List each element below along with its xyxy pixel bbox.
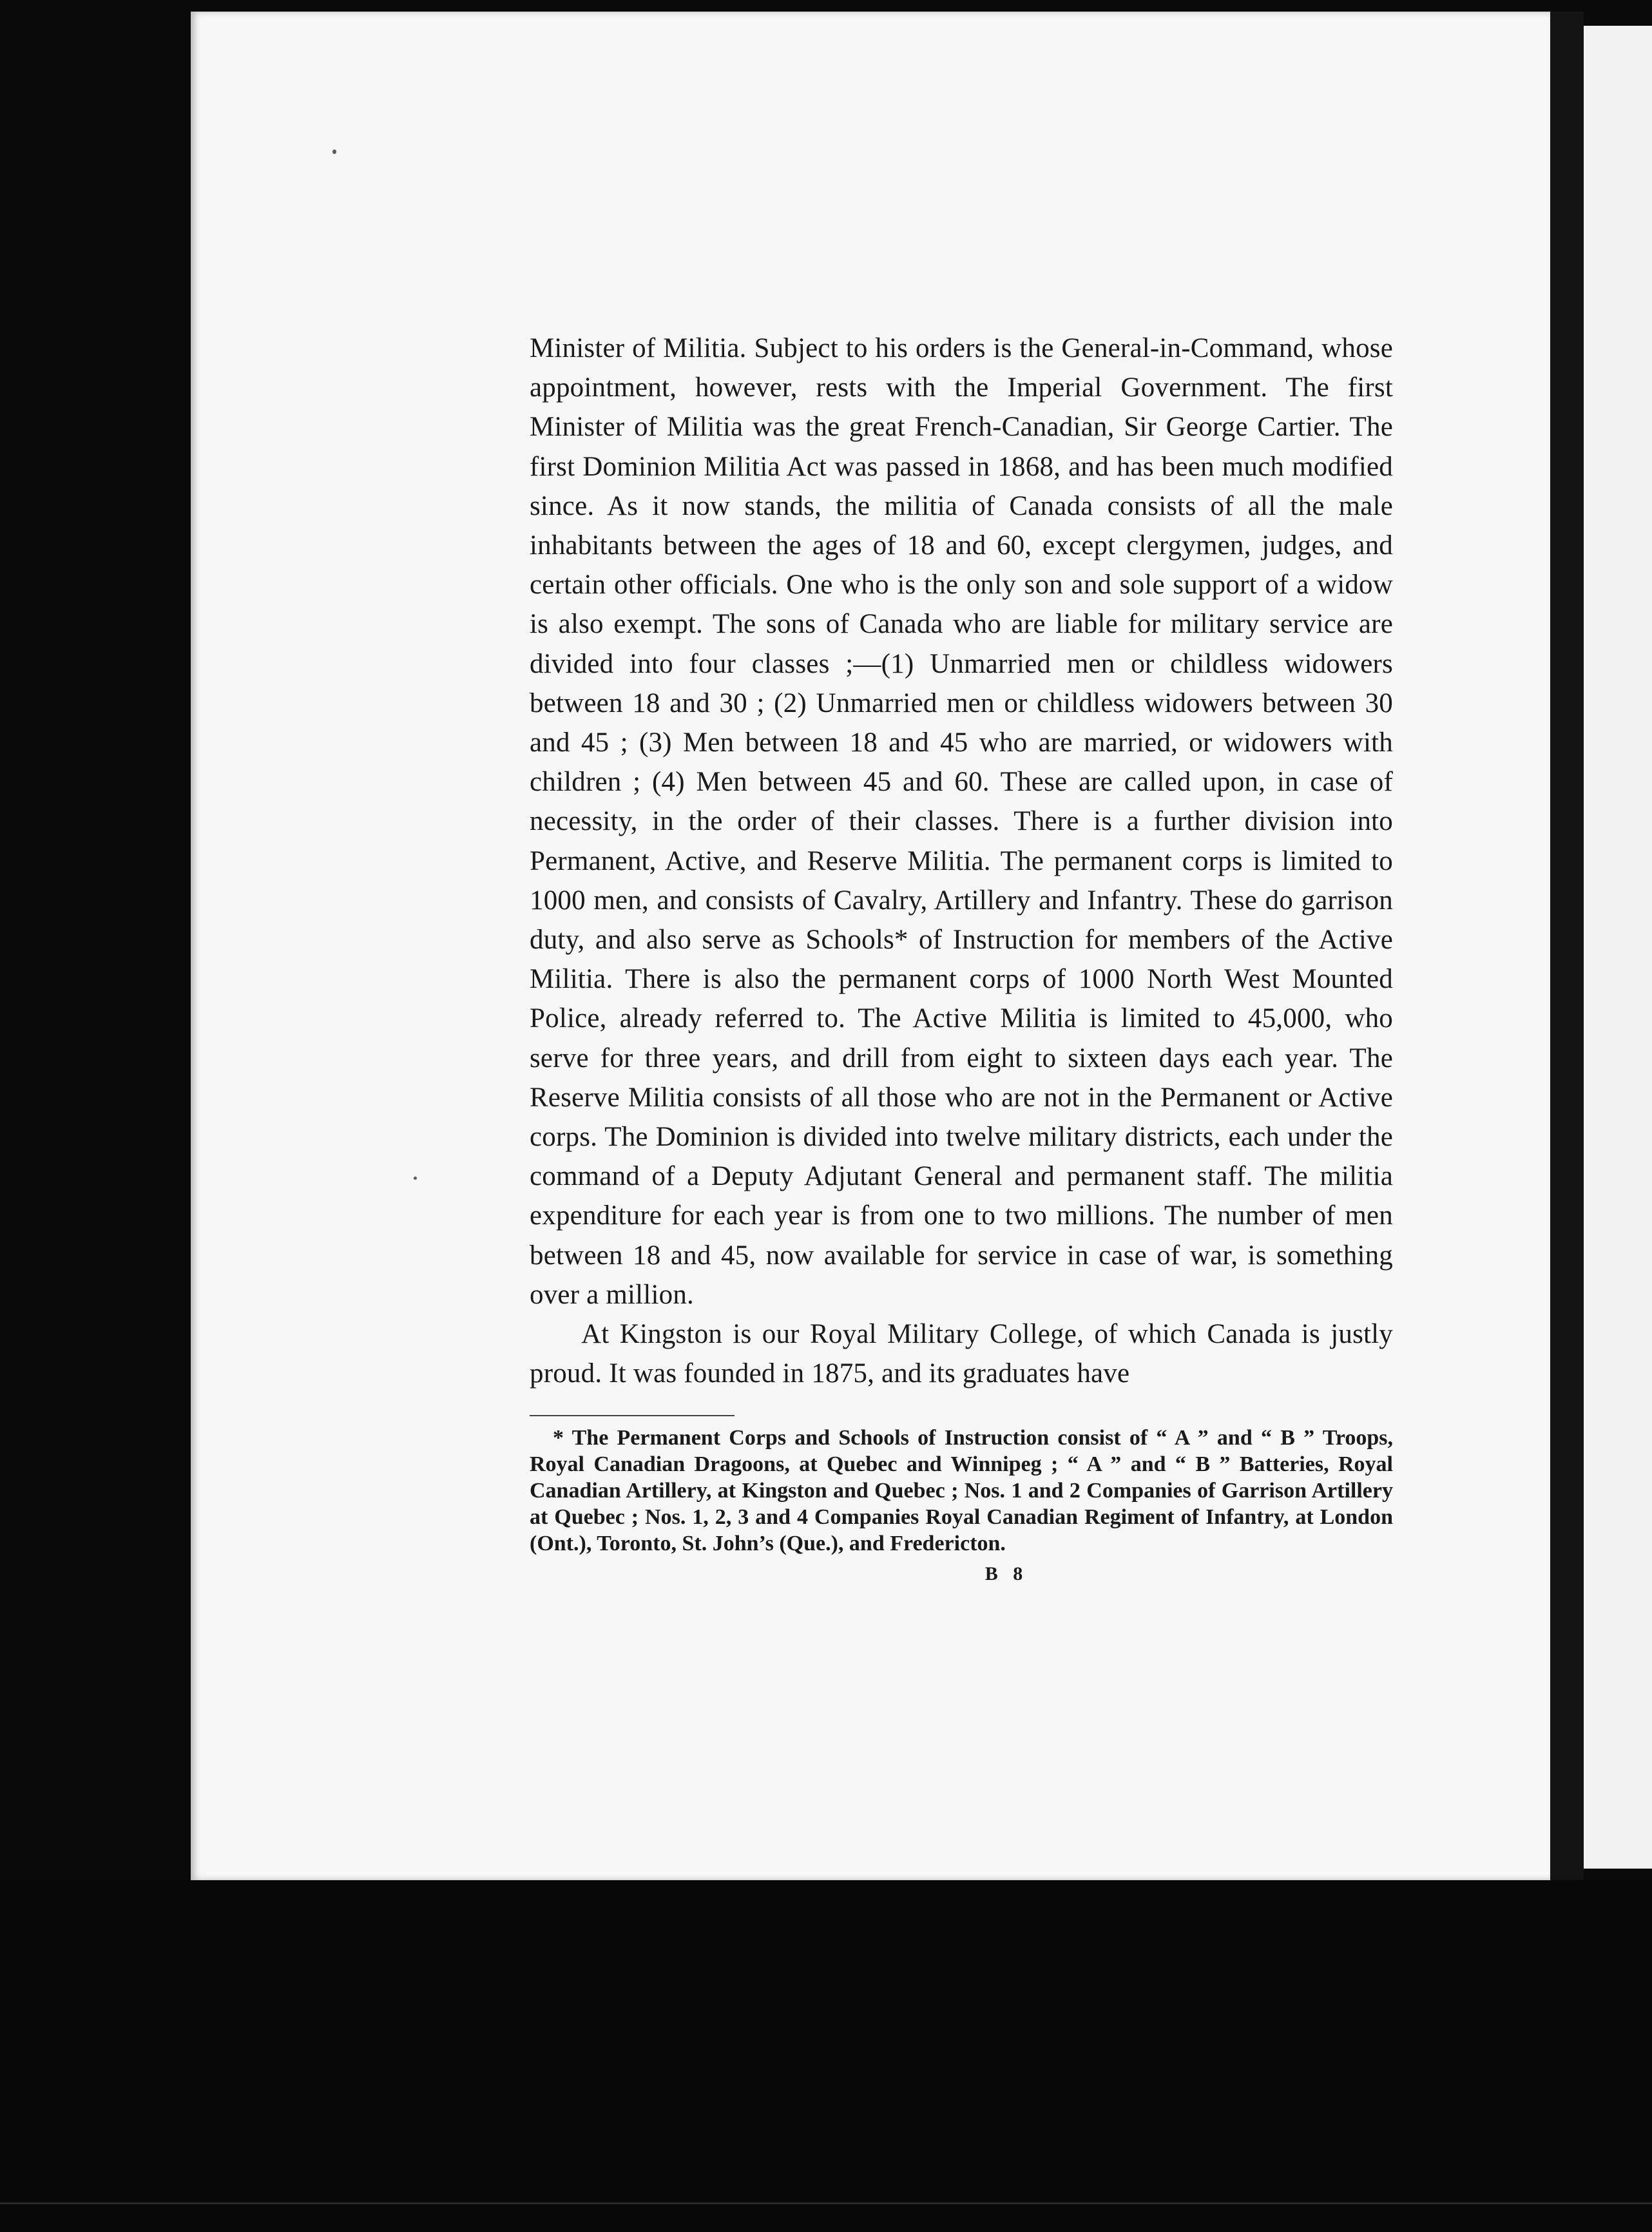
printer-signature-mark: B 8 <box>984 1563 1028 1585</box>
scan-speck <box>414 1177 417 1180</box>
facing-page-edge <box>1584 26 1652 1869</box>
footnote-rule <box>530 1415 735 1416</box>
footnote: * The Permanent Corps and Schools of Instruction consist of “ A ” and “ B ” Troops, Royal Canadian Dragoons, at Quebec and Winnipeg ; “ A ” and “ B ” Batteries, Royal Canadian Artillery, at Kingston and Quebec ; Nos. 1 and 2 Companies of Garrison Artillery at Quebec ; Nos. 1, 2, 3 and 4 Companies Royal Canadian Regiment of Infantry, at London (Ont.), Toronto, St. John’s (Que.), and Fredericton. <box>530 1426 1393 1555</box>
film-border <box>0 1880 1652 2232</box>
body-paragraph: Minister of Militia. Subject to his orders is the General-in-Command, whose appointment, however, rests with the Imperial Government. The first Minister of Militia was the great French-Canadian, Sir George Cartier. The first Dominion Militia Act was passed in 1868, and has been much modified since. As it now stands, the militia of Canada consists of all the male inhabitants between the ages of 18 and 60, except clergymen, judges, and certain other officials. One who is the only son and sole support of a widow is also exempt. The sons of Canada who are liable for military service are divided into four classes ;—(1) Unmarried men or childless widowers between 18 and 30 ; (2) Unmarried men or childless widowers between 30 and 45 ; (3) Men between 18 and 45 who are married, or widowers with children ; (4) Men between 45 and 60. These are called upon, in case of necessity, in the order of their classes. There is a further division into Permanent, Active, and Reserve Militia. The permanent corps is limited to 1000 men, and consists of Cavalry, Artillery and Infantry. These do garrison duty, and also serve as Schools* of Instruction for members of the Active Militia. There is also the permanent corps of 1000 North West Mounted Police, already referred to. The Active Militia is limited to 45,000, who serve for three years, and drill from eight to sixteen days each year. The Reserve Militia consists of all those who are not in the Permanent or Active corps. The Dominion is divided into twelve military districts, each under the command of a Deputy Adjutant General and permanent staff. The militia expenditure for each year is from one to two millions. The number of men between 18 and 45, now available for service in case of war, is something over a million. <box>530 333 1393 1310</box>
scan-speck <box>332 149 336 154</box>
book-gutter <box>1550 12 1584 1880</box>
text-block <box>530 329 1393 1585</box>
body-paragraph: At Kingston is our Royal Military College, of which Canada is justly proud. It was founded in 1875, and its graduates have <box>530 1319 1393 1389</box>
film-edge-line <box>0 2202 1652 2204</box>
